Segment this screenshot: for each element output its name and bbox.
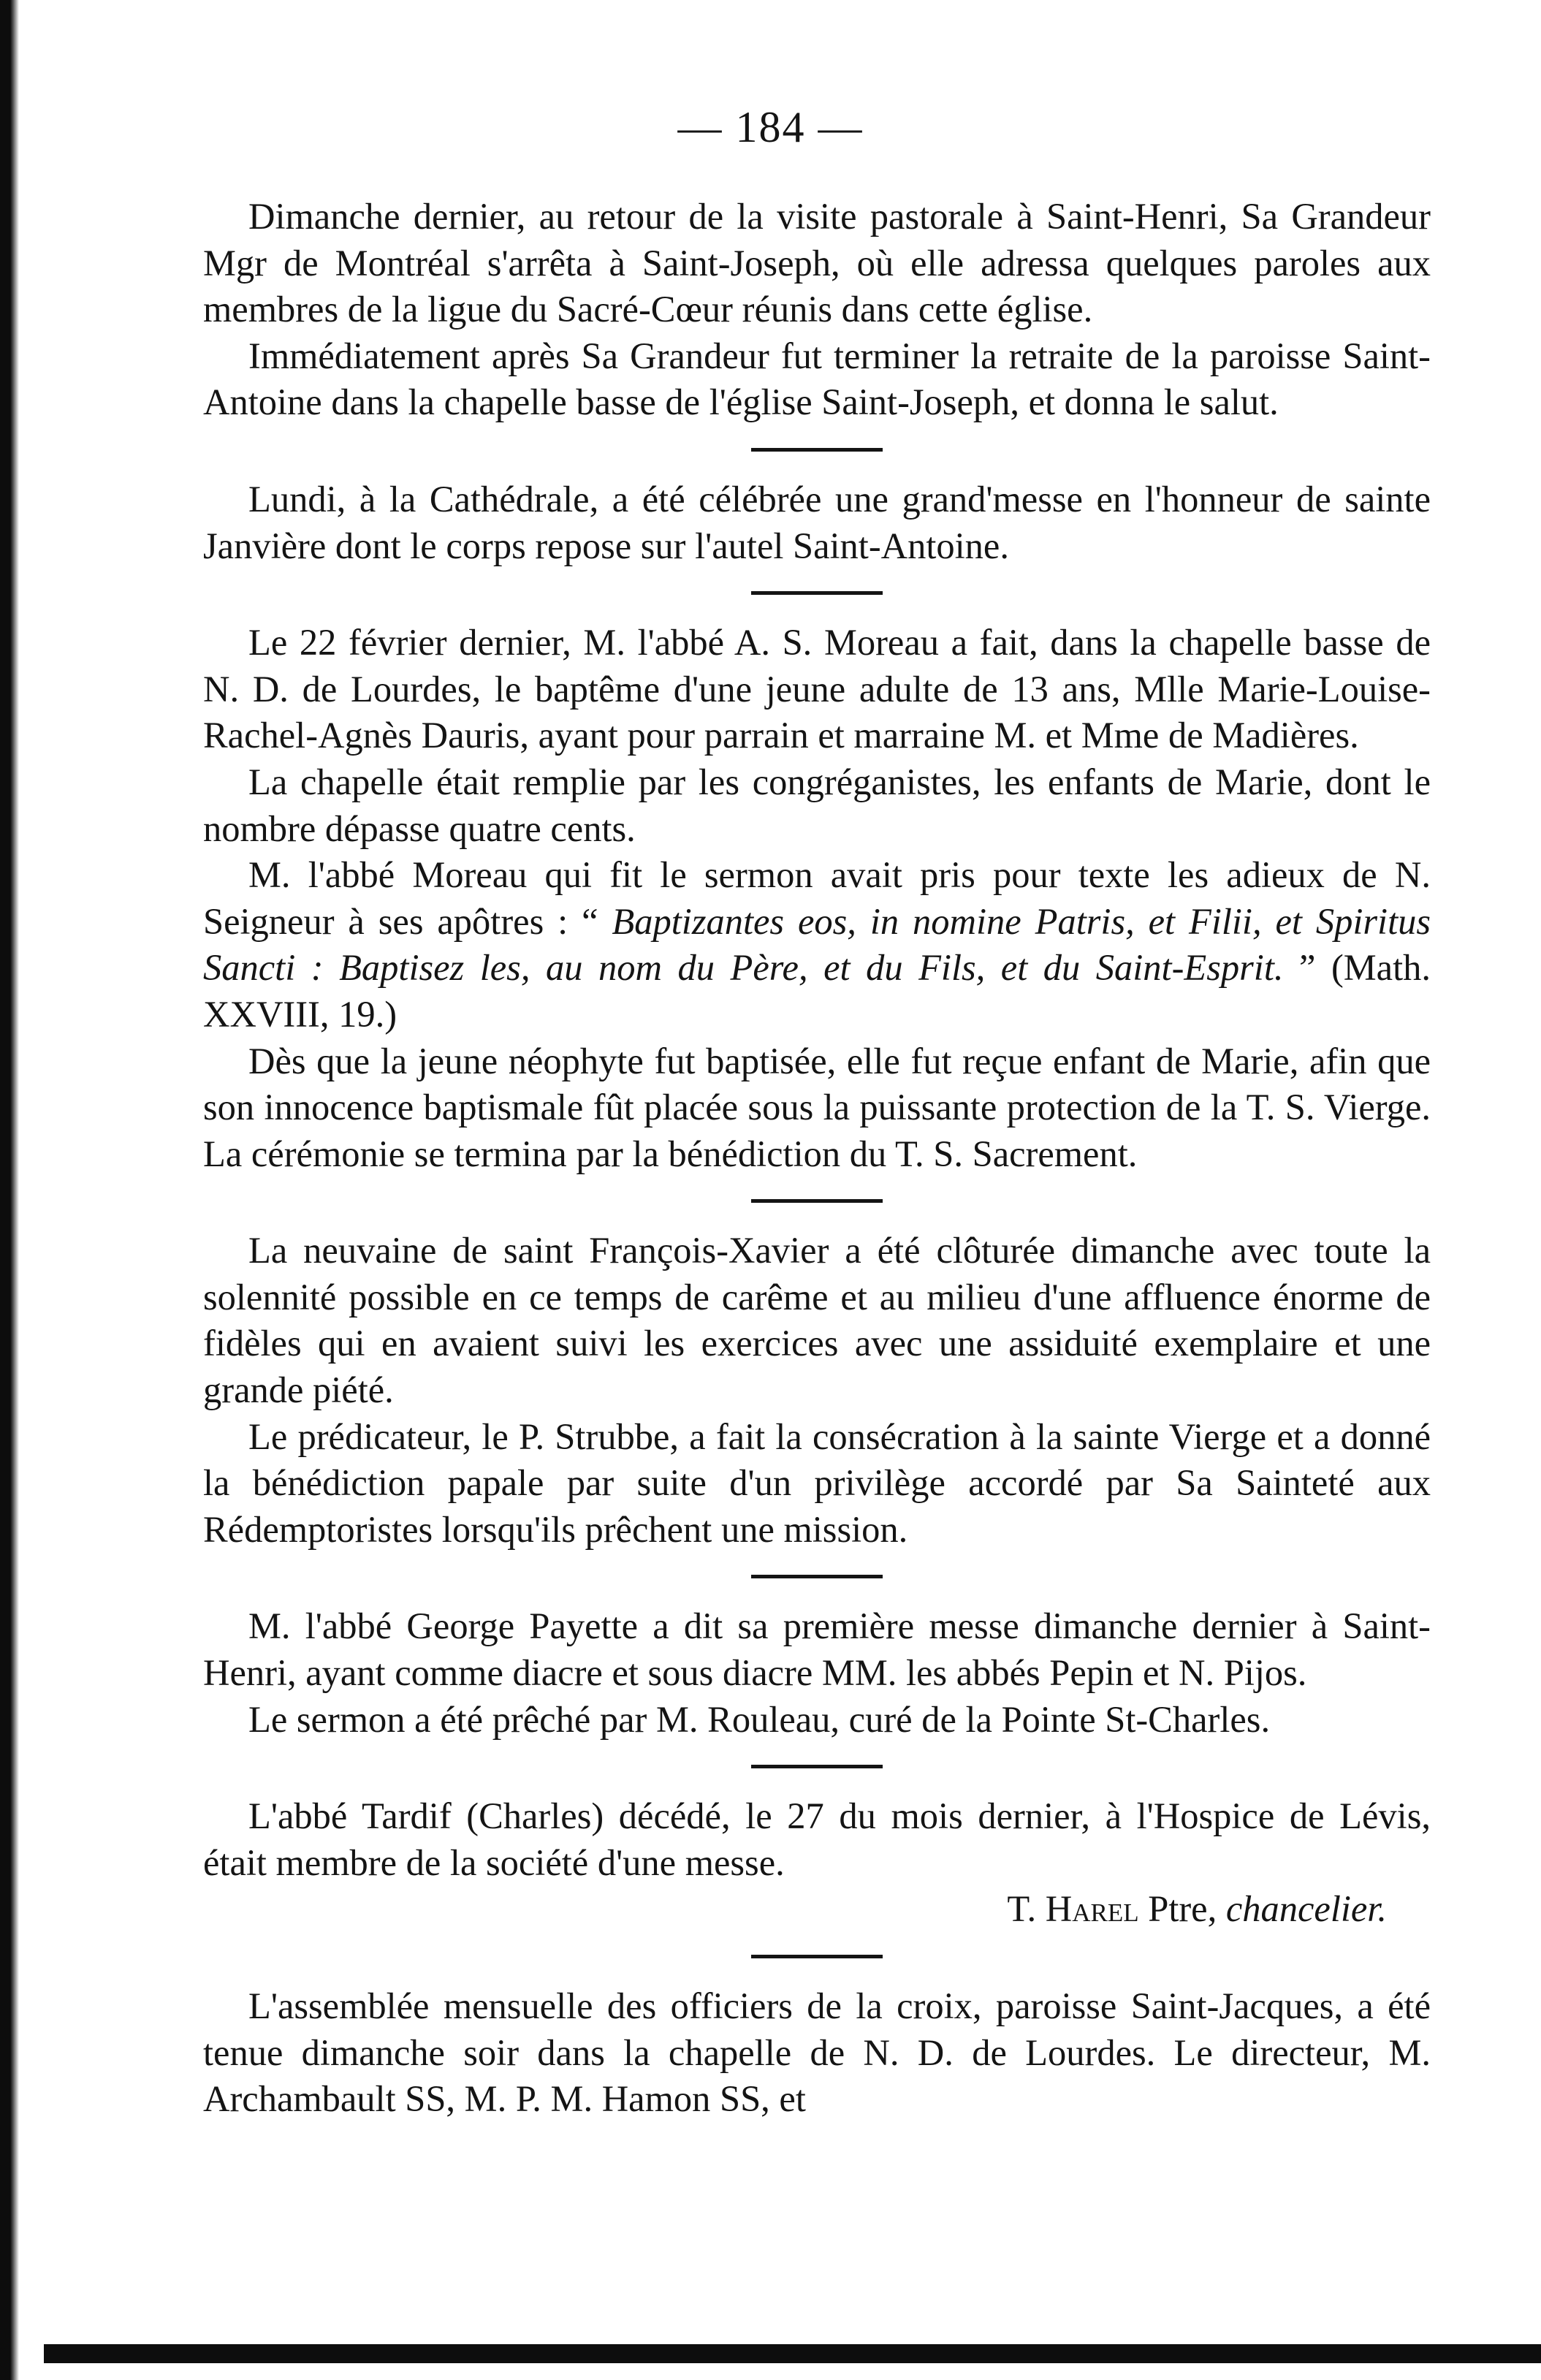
citation-text: ” (Math. XXVIII, 19.)	[203, 947, 1431, 1035]
paragraph	[203, 1228, 1431, 1413]
scan-edge-bottom	[44, 2344, 1541, 2363]
paragraph-text: T.	[1007, 1888, 1046, 1930]
paragraph-text: La chapelle était remplie par les congréganistes, les enfants de Marie, dont le nombre dépasse quatre cents.	[203, 761, 1431, 849]
paragraph-text: M. l'abbé George Payette a dit sa première messe dimanche dernier à Saint-Henri, ayant comme diacre et sous diacre MM. les abbés Pepin et N. Pijos.	[203, 1605, 1431, 1694]
paragraph-text: Immédiatement après Sa Grandeur fut terminer la retraite de la paroisse Saint-Antoine dans la chapelle basse de l'église Saint-Joseph, et donna le salut.	[203, 335, 1431, 423]
italic-text: chancelier.	[1225, 1888, 1387, 1930]
paragraph	[203, 476, 1431, 569]
scan-edge-left	[0, 0, 19, 2380]
paragraph-text: Le sermon a été prêché par M. Rouleau, curé de la Pointe St-Charles.	[248, 1698, 1271, 1740]
paragraph-text: M. l'abbé Moreau qui fit le sermon avait pris pour texte les adieux de N. Seigneur à ses apôtres : “	[203, 854, 1431, 942]
section-separator	[751, 1575, 883, 1578]
page-body	[203, 194, 1431, 2123]
italic-text: Baptizantes eos, in nomine Patris, et Filii, et Spiritus Sancti : Baptisez les, au nom du Père, et du Fils, et du Saint-Esprit.	[203, 900, 1431, 989]
section-separator	[751, 1765, 883, 1768]
paragraph	[203, 1603, 1431, 1696]
section-separator	[751, 1199, 883, 1203]
signature-line	[203, 1886, 1431, 1933]
paragraph-text: Le 22 février dernier, M. l'abbé A. S. Moreau a fait, dans la chapelle basse de N. D. de Lourdes, le baptême d'une jeune adulte de 13 ans, Mlle Marie-Louise-Rachel-Agnès Dauris, ayant pour parrain et marraine M. et Mme de Madières.	[203, 622, 1431, 756]
paragraph-text: L'abbé Tardif (Charles) décédé, le 27 du mois dernier, à l'Hospice de Lévis, était membre de la société d'une messe.	[203, 1795, 1431, 1883]
paragraph	[203, 194, 1431, 333]
paragraph	[203, 1414, 1431, 1554]
page-number: — 184 —	[677, 103, 864, 151]
section-separator	[751, 591, 883, 595]
paragraph-text: L'assemblée mensuelle des officiers de la croix, paroisse Saint-Jacques, a été tenue dimanche soir dans la chapelle de N. D. de Lourdes. Le directeur, M. Archambault SS, M. P. M. Hamon SS, et	[203, 1985, 1431, 2120]
paragraph-text: La neuvaine de saint François-Xavier a été clôturée dimanche avec toute la solennité possible en ce temps de carême et au milieu d'une affluence énorme de fidèles qui en avaient suivi les exercices avec une assiduité exemplaire et une grande piété.	[203, 1230, 1431, 1411]
section-separator	[751, 1955, 883, 1958]
paragraph	[203, 1038, 1431, 1178]
paragraph	[203, 620, 1431, 759]
paragraph	[203, 1697, 1431, 1744]
paragraph-text: Lundi, à la Cathédrale, a été célébrée une grand'messe en l'honneur de sainte Janvière dont le corps repose sur l'autel Saint-Antoine.	[203, 478, 1431, 566]
paragraph-text: Dès que la jeune néophyte fut baptisée, elle fut reçue enfant de Marie, afin que son innocence baptismale fût placée sous la puissante protection de la T. S. Vierge. La cérémonie se termina par la bénédiction du T. S. Sacrement.	[203, 1040, 1431, 1174]
paragraph-text: Le prédicateur, le P. Strubbe, a fait la consécration à la sainte Vierge et a donné la bénédiction papale par suite d'un privilège accordé par Sa Sainteté aux Rédemptoristes lorsqu'ils prêchent une mission.	[203, 1415, 1431, 1550]
signature-title: Ptre,	[1138, 1888, 1226, 1930]
paragraph	[203, 1983, 1431, 2123]
paragraph	[203, 759, 1431, 852]
paragraph	[203, 852, 1431, 1038]
section-separator	[751, 448, 883, 452]
paragraph	[203, 1793, 1431, 1886]
signature-name: Harel	[1045, 1888, 1139, 1930]
paragraph-text: Dimanche dernier, au retour de la visite pastorale à Saint-Henri, Sa Grandeur Mgr de Montréal s'arrêta à Saint-Joseph, où elle adressa quelques paroles aux membres de la ligue du Sacré-Cœur réunis dans cette église.	[203, 196, 1431, 330]
paragraph	[203, 333, 1431, 426]
